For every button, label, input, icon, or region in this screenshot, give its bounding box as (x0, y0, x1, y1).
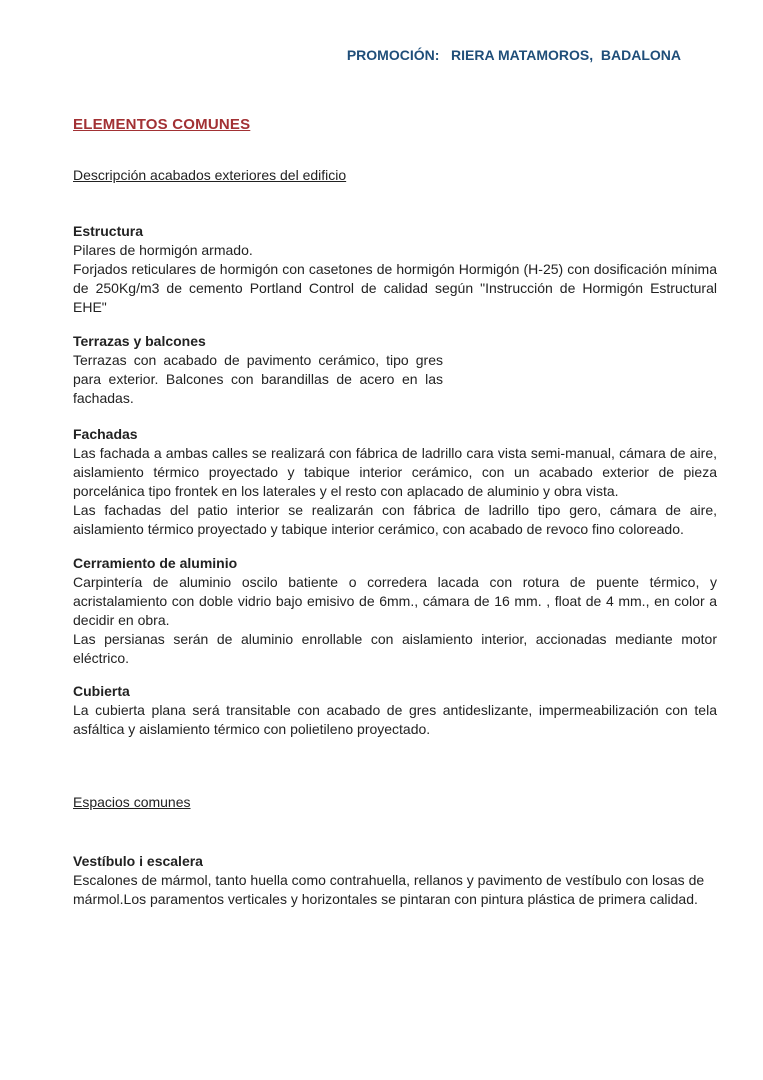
section-paragraph: Carpintería de aluminio oscilo batiente o corredera lacada con rotura de puente térmico, y acristalamiento con doble vidrio bajo emisivo de 6mm., cámara de 16 mm. , float de 4 mm., en color a decidir en obra. (73, 574, 717, 628)
section-cerramiento-aluminio (73, 554, 717, 668)
section-heading-cubierta: Cubierta (73, 683, 130, 699)
section-cubierta (73, 682, 717, 739)
section-estructura (73, 222, 717, 317)
promotion-header: PROMOCIÓN: RIERA MATAMOROS, BADALONA (346, 47, 681, 63)
section-paragraph: Forjados reticulares de hormigón con casetones de hormigón Hormigón (H-25) con dosificación mínima de 250Kg/m3 de cemento Portland Control de calidad según "Instrucción de Hormigón Estructural EHE" (73, 261, 717, 315)
section-paragraph: Las fachadas del patio interior se realizarán con fábrica de ladrillo tipo gero, cámara de aire, aislamiento térmico proyectado y tabique interior cerámico, con acabado de revoco fino coloreado. (73, 502, 717, 537)
section-fachadas (73, 425, 717, 539)
section-vestibulo-escalera (73, 852, 717, 909)
section-heading-cerramiento: Cerramiento de aluminio (73, 555, 238, 571)
main-title: ELEMENTOS COMUNES (73, 116, 251, 133)
section-paragraph: Pilares de hormigón armado. (73, 242, 253, 258)
section-heading-vestibulo: Vestíbulo i escalera (73, 853, 203, 869)
section-paragraph: La cubierta plana será transitable con acabado de gres antideslizante, impermeabilización con tela asfáltica y aislamiento térmico con polietileno proyectado. (73, 702, 717, 737)
section-paragraph: Escalones de mármol, tanto huella como contrahuella, rellanos y pavimento de vestíbulo con losas de mármol.Los paramentos verticales y horizontales se pintaran con pintura plástica de primera calidad. (73, 872, 705, 907)
document-content (73, 0, 717, 909)
section-paragraph: Las fachada a ambas calles se realizará con fábrica de ladrillo cara vista semi-manual, cámara de aire, aislamiento térmico proyectado y tabique interior cerámico, con un acabado exterior de pieza porcelánica tipo frontek en los laterales y el resto con aplacado de aluminio y obra vista. (73, 445, 717, 499)
section-terrazas-balcones (73, 332, 717, 408)
section-heading-fachadas: Fachadas (73, 426, 138, 442)
section-heading-terrazas: Terrazas y balcones (73, 333, 206, 349)
subtitle-espacios-comunes: Espacios comunes (73, 794, 191, 810)
section-heading-estructura: Estructura (73, 223, 144, 239)
section-paragraph: Las persianas serán de aluminio enrollable con aislamiento interior, accionadas mediante motor eléctrico. (73, 631, 717, 666)
section-paragraph: Terrazas con acabado de pavimento cerámico, tipo gres para exterior. Balcones con barandillas de acero en las fachadas. (73, 352, 443, 406)
subtitle-exteriors: Descripción acabados exteriores del edificio (73, 167, 347, 183)
